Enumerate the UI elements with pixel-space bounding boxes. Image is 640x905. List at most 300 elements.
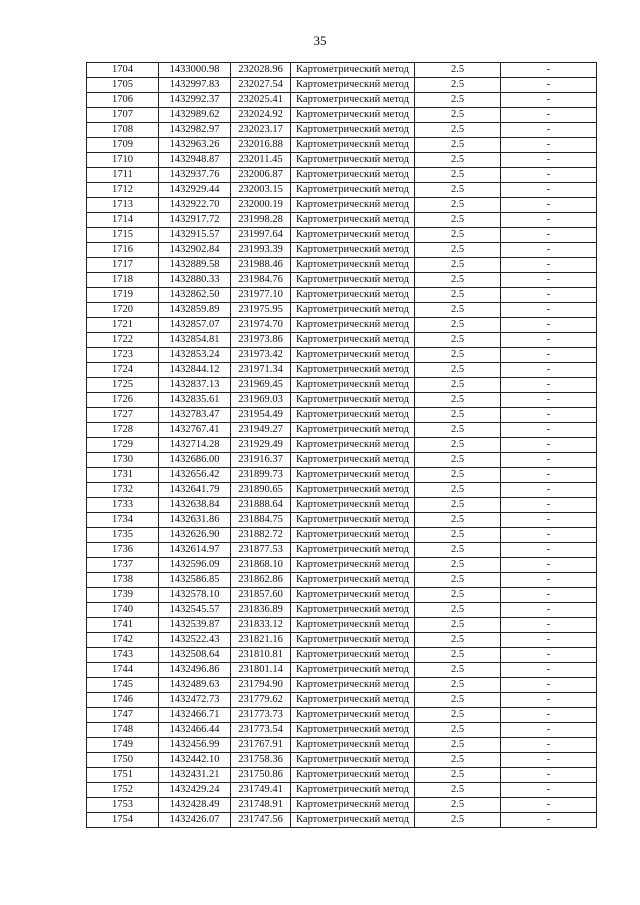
cell-point-number: 1751 bbox=[87, 768, 159, 783]
cell-point-number: 1725 bbox=[87, 378, 159, 393]
cell-x-coordinate: 1433000.98 bbox=[159, 63, 231, 78]
cell-point-number: 1745 bbox=[87, 678, 159, 693]
cell-point-number: 1748 bbox=[87, 723, 159, 738]
cell-point-number: 1709 bbox=[87, 138, 159, 153]
cell-accuracy: 2.5 bbox=[415, 333, 501, 348]
cell-y-coordinate: 232027.54 bbox=[231, 78, 291, 93]
table-row bbox=[87, 678, 597, 693]
cell-accuracy: 2.5 bbox=[415, 558, 501, 573]
table-row bbox=[87, 363, 597, 378]
cell-accuracy: 2.5 bbox=[415, 408, 501, 423]
cell-y-coordinate: 232016.88 bbox=[231, 138, 291, 153]
table-row bbox=[87, 408, 597, 423]
cell-accuracy: 2.5 bbox=[415, 768, 501, 783]
cell-y-coordinate: 232011.45 bbox=[231, 153, 291, 168]
cell-point-number: 1708 bbox=[87, 123, 159, 138]
cell-method: Картометрический метод bbox=[291, 453, 415, 468]
cell-x-coordinate: 1432614.97 bbox=[159, 543, 231, 558]
table-row bbox=[87, 783, 597, 798]
cell-accuracy: 2.5 bbox=[415, 78, 501, 93]
cell-method: Картометрический метод bbox=[291, 663, 415, 678]
table-row bbox=[87, 753, 597, 768]
cell-method: Картометрический метод bbox=[291, 438, 415, 453]
cell-description: - bbox=[501, 228, 597, 243]
cell-method: Картометрический метод bbox=[291, 108, 415, 123]
cell-accuracy: 2.5 bbox=[415, 453, 501, 468]
cell-method: Картометрический метод bbox=[291, 348, 415, 363]
cell-accuracy: 2.5 bbox=[415, 153, 501, 168]
cell-accuracy: 2.5 bbox=[415, 633, 501, 648]
cell-method: Картометрический метод bbox=[291, 318, 415, 333]
cell-point-number: 1726 bbox=[87, 393, 159, 408]
cell-description: - bbox=[501, 438, 597, 453]
cell-accuracy: 2.5 bbox=[415, 468, 501, 483]
table-row bbox=[87, 423, 597, 438]
cell-description: - bbox=[501, 168, 597, 183]
cell-y-coordinate: 231794.90 bbox=[231, 678, 291, 693]
cell-point-number: 1728 bbox=[87, 423, 159, 438]
cell-accuracy: 2.5 bbox=[415, 783, 501, 798]
table-row bbox=[87, 738, 597, 753]
cell-description: - bbox=[501, 603, 597, 618]
cell-x-coordinate: 1432431.21 bbox=[159, 768, 231, 783]
cell-x-coordinate: 1432853.24 bbox=[159, 348, 231, 363]
table-row bbox=[87, 633, 597, 648]
cell-y-coordinate: 231888.64 bbox=[231, 498, 291, 513]
cell-accuracy: 2.5 bbox=[415, 393, 501, 408]
cell-x-coordinate: 1432442.10 bbox=[159, 753, 231, 768]
cell-y-coordinate: 232003.15 bbox=[231, 183, 291, 198]
cell-x-coordinate: 1432997.83 bbox=[159, 78, 231, 93]
cell-accuracy: 2.5 bbox=[415, 588, 501, 603]
table-row bbox=[87, 168, 597, 183]
cell-point-number: 1718 bbox=[87, 273, 159, 288]
cell-point-number: 1720 bbox=[87, 303, 159, 318]
cell-x-coordinate: 1432714.28 bbox=[159, 438, 231, 453]
cell-accuracy: 2.5 bbox=[415, 108, 501, 123]
cell-y-coordinate: 231773.73 bbox=[231, 708, 291, 723]
cell-method: Картометрический метод bbox=[291, 258, 415, 273]
cell-point-number: 1738 bbox=[87, 573, 159, 588]
cell-description: - bbox=[501, 78, 597, 93]
cell-point-number: 1736 bbox=[87, 543, 159, 558]
cell-point-number: 1710 bbox=[87, 153, 159, 168]
cell-y-coordinate: 232025.41 bbox=[231, 93, 291, 108]
cell-point-number: 1705 bbox=[87, 78, 159, 93]
cell-accuracy: 2.5 bbox=[415, 723, 501, 738]
table-row bbox=[87, 213, 597, 228]
cell-y-coordinate: 232028.96 bbox=[231, 63, 291, 78]
cell-point-number: 1711 bbox=[87, 168, 159, 183]
cell-description: - bbox=[501, 693, 597, 708]
cell-accuracy: 2.5 bbox=[415, 693, 501, 708]
cell-x-coordinate: 1432989.62 bbox=[159, 108, 231, 123]
table-row bbox=[87, 603, 597, 618]
cell-y-coordinate: 231857.60 bbox=[231, 588, 291, 603]
cell-y-coordinate: 232024.92 bbox=[231, 108, 291, 123]
cell-description: - bbox=[501, 408, 597, 423]
cell-description: - bbox=[501, 288, 597, 303]
cell-description: - bbox=[501, 138, 597, 153]
cell-description: - bbox=[501, 468, 597, 483]
table-row bbox=[87, 228, 597, 243]
cell-y-coordinate: 231868.10 bbox=[231, 558, 291, 573]
cell-y-coordinate: 232023.17 bbox=[231, 123, 291, 138]
cell-point-number: 1722 bbox=[87, 333, 159, 348]
cell-description: - bbox=[501, 723, 597, 738]
table-row bbox=[87, 108, 597, 123]
table-row bbox=[87, 288, 597, 303]
cell-point-number: 1753 bbox=[87, 798, 159, 813]
cell-accuracy: 2.5 bbox=[415, 798, 501, 813]
cell-x-coordinate: 1432496.86 bbox=[159, 663, 231, 678]
cell-description: - bbox=[501, 348, 597, 363]
cell-x-coordinate: 1432835.61 bbox=[159, 393, 231, 408]
table-row bbox=[87, 723, 597, 738]
cell-point-number: 1750 bbox=[87, 753, 159, 768]
cell-x-coordinate: 1432656.42 bbox=[159, 468, 231, 483]
cell-description: - bbox=[501, 813, 597, 828]
cell-x-coordinate: 1432638.84 bbox=[159, 498, 231, 513]
cell-y-coordinate: 231974.70 bbox=[231, 318, 291, 333]
cell-description: - bbox=[501, 768, 597, 783]
cell-accuracy: 2.5 bbox=[415, 438, 501, 453]
cell-x-coordinate: 1432929.44 bbox=[159, 183, 231, 198]
cell-description: - bbox=[501, 678, 597, 693]
cell-x-coordinate: 1432837.13 bbox=[159, 378, 231, 393]
cell-method: Картометрический метод bbox=[291, 393, 415, 408]
table-row bbox=[87, 378, 597, 393]
cell-accuracy: 2.5 bbox=[415, 813, 501, 828]
cell-x-coordinate: 1432641.79 bbox=[159, 483, 231, 498]
cell-description: - bbox=[501, 573, 597, 588]
cell-y-coordinate: 231773.54 bbox=[231, 723, 291, 738]
table-row bbox=[87, 453, 597, 468]
cell-accuracy: 2.5 bbox=[415, 93, 501, 108]
cell-point-number: 1706 bbox=[87, 93, 159, 108]
cell-accuracy: 2.5 bbox=[415, 63, 501, 78]
cell-x-coordinate: 1432466.44 bbox=[159, 723, 231, 738]
cell-method: Картометрический метод bbox=[291, 153, 415, 168]
cell-method: Картометрический метод bbox=[291, 708, 415, 723]
cell-y-coordinate: 231929.49 bbox=[231, 438, 291, 453]
cell-x-coordinate: 1432631.86 bbox=[159, 513, 231, 528]
cell-x-coordinate: 1432783.47 bbox=[159, 408, 231, 423]
table-row bbox=[87, 273, 597, 288]
cell-y-coordinate: 231916.37 bbox=[231, 453, 291, 468]
cell-y-coordinate: 231747.56 bbox=[231, 813, 291, 828]
cell-point-number: 1743 bbox=[87, 648, 159, 663]
cell-x-coordinate: 1432508.64 bbox=[159, 648, 231, 663]
cell-method: Картометрический метод bbox=[291, 678, 415, 693]
cell-method: Картометрический метод bbox=[291, 483, 415, 498]
cell-x-coordinate: 1432466.71 bbox=[159, 708, 231, 723]
cell-accuracy: 2.5 bbox=[415, 543, 501, 558]
cell-x-coordinate: 1432545.57 bbox=[159, 603, 231, 618]
cell-accuracy: 2.5 bbox=[415, 198, 501, 213]
cell-accuracy: 2.5 bbox=[415, 348, 501, 363]
table-row bbox=[87, 513, 597, 528]
cell-x-coordinate: 1432857.07 bbox=[159, 318, 231, 333]
table-row bbox=[87, 588, 597, 603]
cell-description: - bbox=[501, 798, 597, 813]
cell-y-coordinate: 231884.75 bbox=[231, 513, 291, 528]
cell-y-coordinate: 231749.41 bbox=[231, 783, 291, 798]
cell-method: Картометрический метод bbox=[291, 513, 415, 528]
cell-accuracy: 2.5 bbox=[415, 378, 501, 393]
cell-method: Картометрический метод bbox=[291, 78, 415, 93]
cell-accuracy: 2.5 bbox=[415, 423, 501, 438]
cell-method: Картометрический метод bbox=[291, 528, 415, 543]
cell-x-coordinate: 1432426.07 bbox=[159, 813, 231, 828]
cell-description: - bbox=[501, 753, 597, 768]
cell-y-coordinate: 231973.42 bbox=[231, 348, 291, 363]
cell-method: Картометрический метод bbox=[291, 498, 415, 513]
cell-description: - bbox=[501, 633, 597, 648]
cell-description: - bbox=[501, 198, 597, 213]
cell-description: - bbox=[501, 303, 597, 318]
cell-point-number: 1754 bbox=[87, 813, 159, 828]
table-row bbox=[87, 138, 597, 153]
cell-description: - bbox=[501, 783, 597, 798]
cell-method: Картометрический метод bbox=[291, 333, 415, 348]
table-row bbox=[87, 153, 597, 168]
table-row bbox=[87, 558, 597, 573]
cell-point-number: 1744 bbox=[87, 663, 159, 678]
cell-accuracy: 2.5 bbox=[415, 213, 501, 228]
cell-point-number: 1717 bbox=[87, 258, 159, 273]
cell-description: - bbox=[501, 618, 597, 633]
table-row bbox=[87, 468, 597, 483]
cell-y-coordinate: 231801.14 bbox=[231, 663, 291, 678]
cell-accuracy: 2.5 bbox=[415, 498, 501, 513]
cell-description: - bbox=[501, 333, 597, 348]
cell-x-coordinate: 1432626.90 bbox=[159, 528, 231, 543]
table-row bbox=[87, 243, 597, 258]
cell-point-number: 1747 bbox=[87, 708, 159, 723]
cell-y-coordinate: 231949.27 bbox=[231, 423, 291, 438]
cell-method: Картометрический метод bbox=[291, 273, 415, 288]
cell-point-number: 1704 bbox=[87, 63, 159, 78]
cell-x-coordinate: 1432922.70 bbox=[159, 198, 231, 213]
cell-accuracy: 2.5 bbox=[415, 363, 501, 378]
cell-accuracy: 2.5 bbox=[415, 288, 501, 303]
cell-method: Картометрический метод bbox=[291, 723, 415, 738]
cell-accuracy: 2.5 bbox=[415, 738, 501, 753]
cell-accuracy: 2.5 bbox=[415, 183, 501, 198]
cell-point-number: 1733 bbox=[87, 498, 159, 513]
cell-x-coordinate: 1432539.87 bbox=[159, 618, 231, 633]
cell-x-coordinate: 1432767.41 bbox=[159, 423, 231, 438]
cell-point-number: 1727 bbox=[87, 408, 159, 423]
cell-y-coordinate: 231899.73 bbox=[231, 468, 291, 483]
cell-method: Картометрический метод bbox=[291, 183, 415, 198]
cell-method: Картометрический метод bbox=[291, 213, 415, 228]
table-row bbox=[87, 543, 597, 558]
cell-y-coordinate: 231997.64 bbox=[231, 228, 291, 243]
table-row bbox=[87, 648, 597, 663]
cell-description: - bbox=[501, 108, 597, 123]
cell-x-coordinate: 1432489.63 bbox=[159, 678, 231, 693]
cell-accuracy: 2.5 bbox=[415, 303, 501, 318]
cell-accuracy: 2.5 bbox=[415, 123, 501, 138]
cell-point-number: 1716 bbox=[87, 243, 159, 258]
cell-x-coordinate: 1432586.85 bbox=[159, 573, 231, 588]
cell-method: Картометрический метод bbox=[291, 168, 415, 183]
cell-y-coordinate: 231973.86 bbox=[231, 333, 291, 348]
cell-point-number: 1742 bbox=[87, 633, 159, 648]
cell-point-number: 1739 bbox=[87, 588, 159, 603]
cell-accuracy: 2.5 bbox=[415, 528, 501, 543]
cell-method: Картометрический метод bbox=[291, 768, 415, 783]
table-row bbox=[87, 708, 597, 723]
cell-x-coordinate: 1432686.00 bbox=[159, 453, 231, 468]
cell-method: Картометрический метод bbox=[291, 603, 415, 618]
cell-method: Картометрический метод bbox=[291, 468, 415, 483]
cell-point-number: 1724 bbox=[87, 363, 159, 378]
cell-description: - bbox=[501, 243, 597, 258]
cell-y-coordinate: 231821.16 bbox=[231, 633, 291, 648]
cell-method: Картометрический метод bbox=[291, 198, 415, 213]
cell-method: Картометрический метод bbox=[291, 693, 415, 708]
cell-point-number: 1729 bbox=[87, 438, 159, 453]
cell-point-number: 1723 bbox=[87, 348, 159, 363]
table-row bbox=[87, 798, 597, 813]
cell-point-number: 1752 bbox=[87, 783, 159, 798]
cell-accuracy: 2.5 bbox=[415, 573, 501, 588]
table-row bbox=[87, 618, 597, 633]
cell-y-coordinate: 231862.86 bbox=[231, 573, 291, 588]
cell-description: - bbox=[501, 123, 597, 138]
cell-y-coordinate: 231767.91 bbox=[231, 738, 291, 753]
cell-y-coordinate: 231750.86 bbox=[231, 768, 291, 783]
cell-method: Картометрический метод bbox=[291, 408, 415, 423]
cell-y-coordinate: 231810.81 bbox=[231, 648, 291, 663]
cell-y-coordinate: 231877.53 bbox=[231, 543, 291, 558]
table-row bbox=[87, 78, 597, 93]
table-row bbox=[87, 123, 597, 138]
table-row bbox=[87, 318, 597, 333]
table-row bbox=[87, 333, 597, 348]
cell-description: - bbox=[501, 738, 597, 753]
cell-y-coordinate: 231748.91 bbox=[231, 798, 291, 813]
cell-method: Картометрический метод bbox=[291, 618, 415, 633]
cell-method: Картометрический метод bbox=[291, 303, 415, 318]
cell-point-number: 1731 bbox=[87, 468, 159, 483]
cell-accuracy: 2.5 bbox=[415, 648, 501, 663]
cell-x-coordinate: 1432472.73 bbox=[159, 693, 231, 708]
cell-point-number: 1737 bbox=[87, 558, 159, 573]
cell-x-coordinate: 1432456.99 bbox=[159, 738, 231, 753]
cell-x-coordinate: 1432428.49 bbox=[159, 798, 231, 813]
cell-y-coordinate: 231954.49 bbox=[231, 408, 291, 423]
table-row bbox=[87, 183, 597, 198]
cell-point-number: 1714 bbox=[87, 213, 159, 228]
cell-y-coordinate: 231984.76 bbox=[231, 273, 291, 288]
cell-description: - bbox=[501, 363, 597, 378]
cell-x-coordinate: 1432948.87 bbox=[159, 153, 231, 168]
cell-description: - bbox=[501, 183, 597, 198]
cell-method: Картометрический метод bbox=[291, 423, 415, 438]
cell-x-coordinate: 1432578.10 bbox=[159, 588, 231, 603]
cell-description: - bbox=[501, 483, 597, 498]
cell-point-number: 1746 bbox=[87, 693, 159, 708]
table-row bbox=[87, 528, 597, 543]
cell-x-coordinate: 1432844.12 bbox=[159, 363, 231, 378]
cell-method: Картометрический метод bbox=[291, 123, 415, 138]
table-row bbox=[87, 813, 597, 828]
cell-description: - bbox=[501, 498, 597, 513]
table-row bbox=[87, 348, 597, 363]
cell-description: - bbox=[501, 528, 597, 543]
cell-method: Картометрический метод bbox=[291, 558, 415, 573]
cell-description: - bbox=[501, 213, 597, 228]
cell-point-number: 1740 bbox=[87, 603, 159, 618]
cell-accuracy: 2.5 bbox=[415, 138, 501, 153]
cell-point-number: 1713 bbox=[87, 198, 159, 213]
cell-x-coordinate: 1432937.76 bbox=[159, 168, 231, 183]
cell-x-coordinate: 1432917.72 bbox=[159, 213, 231, 228]
cell-description: - bbox=[501, 543, 597, 558]
cell-x-coordinate: 1432963.26 bbox=[159, 138, 231, 153]
cell-y-coordinate: 231890.65 bbox=[231, 483, 291, 498]
cell-point-number: 1734 bbox=[87, 513, 159, 528]
table-row bbox=[87, 93, 597, 108]
cell-description: - bbox=[501, 378, 597, 393]
cell-x-coordinate: 1432596.09 bbox=[159, 558, 231, 573]
cell-accuracy: 2.5 bbox=[415, 603, 501, 618]
cell-method: Картометрический метод bbox=[291, 753, 415, 768]
cell-accuracy: 2.5 bbox=[415, 663, 501, 678]
cell-method: Картометрический метод bbox=[291, 228, 415, 243]
cell-accuracy: 2.5 bbox=[415, 483, 501, 498]
cell-x-coordinate: 1432889.58 bbox=[159, 258, 231, 273]
cell-y-coordinate: 231988.46 bbox=[231, 258, 291, 273]
cell-x-coordinate: 1432522.43 bbox=[159, 633, 231, 648]
cell-point-number: 1735 bbox=[87, 528, 159, 543]
cell-point-number: 1749 bbox=[87, 738, 159, 753]
cell-y-coordinate: 231969.45 bbox=[231, 378, 291, 393]
table-row bbox=[87, 63, 597, 78]
cell-y-coordinate: 232000.19 bbox=[231, 198, 291, 213]
cell-method: Картометрический метод bbox=[291, 288, 415, 303]
cell-x-coordinate: 1432880.33 bbox=[159, 273, 231, 288]
cell-accuracy: 2.5 bbox=[415, 678, 501, 693]
table-row bbox=[87, 768, 597, 783]
table-row bbox=[87, 198, 597, 213]
cell-method: Картометрический метод bbox=[291, 543, 415, 558]
cell-y-coordinate: 231971.34 bbox=[231, 363, 291, 378]
table-row bbox=[87, 483, 597, 498]
cell-description: - bbox=[501, 663, 597, 678]
cell-y-coordinate: 231969.03 bbox=[231, 393, 291, 408]
cell-method: Картометрический метод bbox=[291, 783, 415, 798]
cell-method: Картометрический метод bbox=[291, 93, 415, 108]
cell-y-coordinate: 231882.72 bbox=[231, 528, 291, 543]
cell-y-coordinate: 231993.39 bbox=[231, 243, 291, 258]
cell-y-coordinate: 231977.10 bbox=[231, 288, 291, 303]
cell-x-coordinate: 1432859.89 bbox=[159, 303, 231, 318]
cell-method: Картометрический метод bbox=[291, 363, 415, 378]
cell-description: - bbox=[501, 63, 597, 78]
cell-x-coordinate: 1432429.24 bbox=[159, 783, 231, 798]
cell-accuracy: 2.5 bbox=[415, 618, 501, 633]
cell-description: - bbox=[501, 93, 597, 108]
cell-method: Картометрический метод bbox=[291, 813, 415, 828]
cell-accuracy: 2.5 bbox=[415, 273, 501, 288]
page-number: 35 bbox=[313, 33, 327, 48]
cell-accuracy: 2.5 bbox=[415, 708, 501, 723]
